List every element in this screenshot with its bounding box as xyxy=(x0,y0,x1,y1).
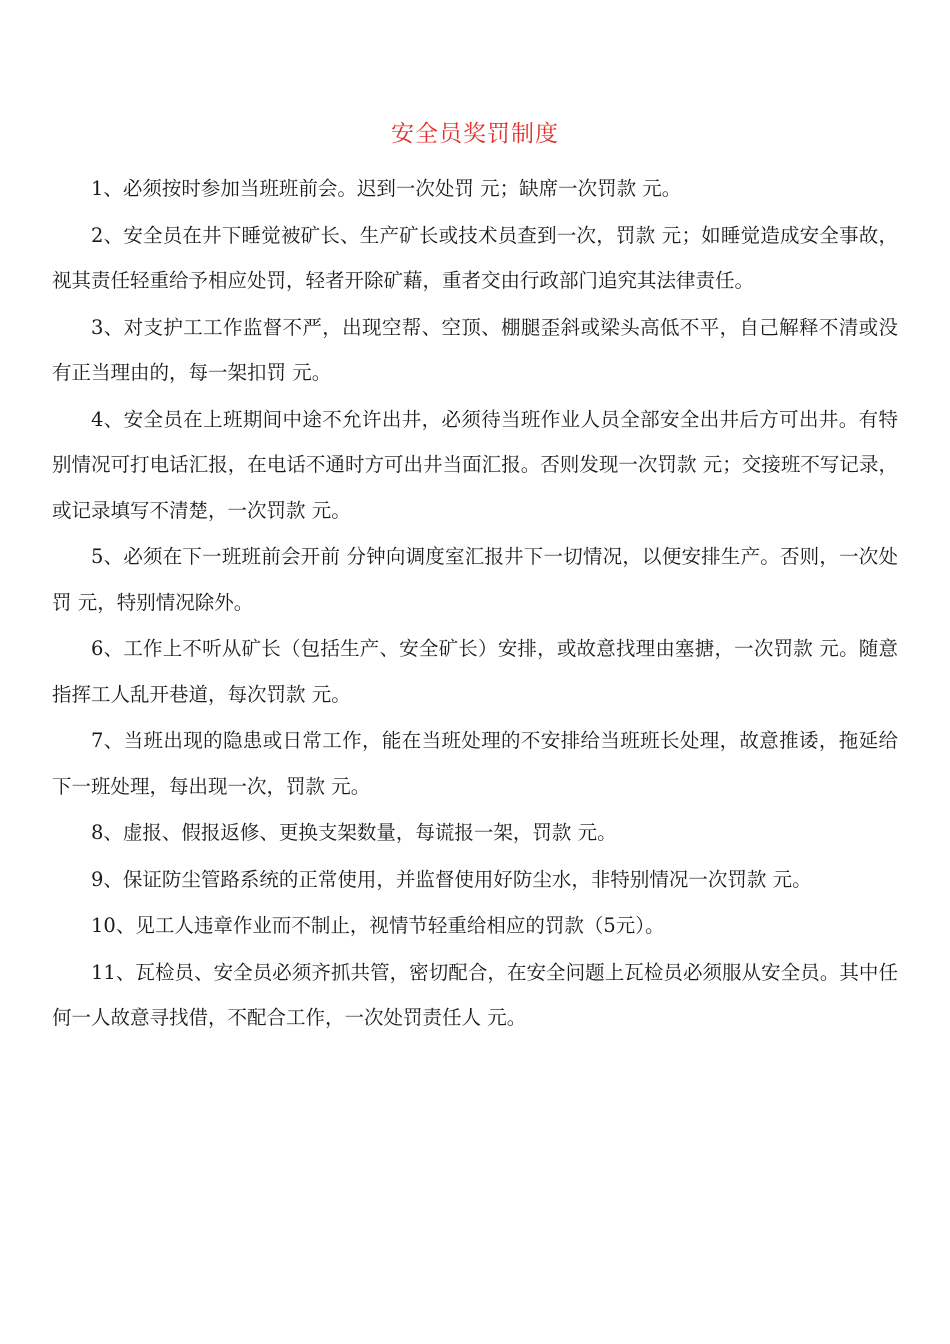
clause-1: 1、必须按时参加当班班前会。迟到一次处罚 元；缺席一次罚款 元。 xyxy=(91,177,682,200)
clause-5: 5、必须在下一班班前会开前 分钟向调度室汇报井下一切情况，以便安排生产。否则，一次处罚 元，特别情况除外。 xyxy=(52,545,898,614)
clause-3: 3、对支护工工作监督不严，出现空帮、空顶、棚腿歪斜或梁头高低不平，自己解释不清或没有正当理由的，每一架扣罚 元。 xyxy=(52,315,898,384)
clause-10: 10、见工人违章作业而不制止，视情节轻重给相应的罚款（5元）。 xyxy=(91,914,665,937)
clause-6: 6、工作上不听从矿长（包括生产、安全矿长）安排，或故意找理由塞搪，一次罚款 元。随意指挥工人乱开巷道，每次罚款 元。 xyxy=(52,637,898,706)
clause-8: 8、虚报、假报返修、更换支架数量，每谎报一架，罚款 元。 xyxy=(91,821,617,844)
clause-11: 11、瓦检员、安全员必须齐抓共管，密切配合，在安全问题上瓦检员必须服从安全员。其中任何一人故意寻找借，不配合工作，一次处罚责任人 元。 xyxy=(52,960,898,1029)
clause-7: 7、当班出现的隐患或日常工作，能在当班处理的不安排给当班班长处理，故意推诿，拖延给下一班处理，每出现一次，罚款 元。 xyxy=(52,729,898,798)
document-title: 安全员奖罚制度 xyxy=(391,121,559,147)
clause-4: 4、安全员在上班期间中途不允许出井，必须待当班作业人员全部安全出井后方可出井。有特别情况可打电话汇报，在电话不通时方可出井当面汇报。否则发现一次罚款 元；交接班不写记录，或记录填写不清楚，一次罚款 元。 xyxy=(52,407,898,522)
clause-9: 9、保证防尘管路系统的正常使用，并监督使用好防尘水，非特别情况一次罚款 元。 xyxy=(91,867,812,891)
clause-2: 2、安全员在井下睡觉被矿长、生产矿长或技术员查到一次，罚款 元；如睡觉造成安全事故，视其责任轻重给予相应处罚，轻者开除矿藉，重者交由行政部门追究其法律责任。 xyxy=(52,223,898,292)
document-body xyxy=(52,166,898,1042)
